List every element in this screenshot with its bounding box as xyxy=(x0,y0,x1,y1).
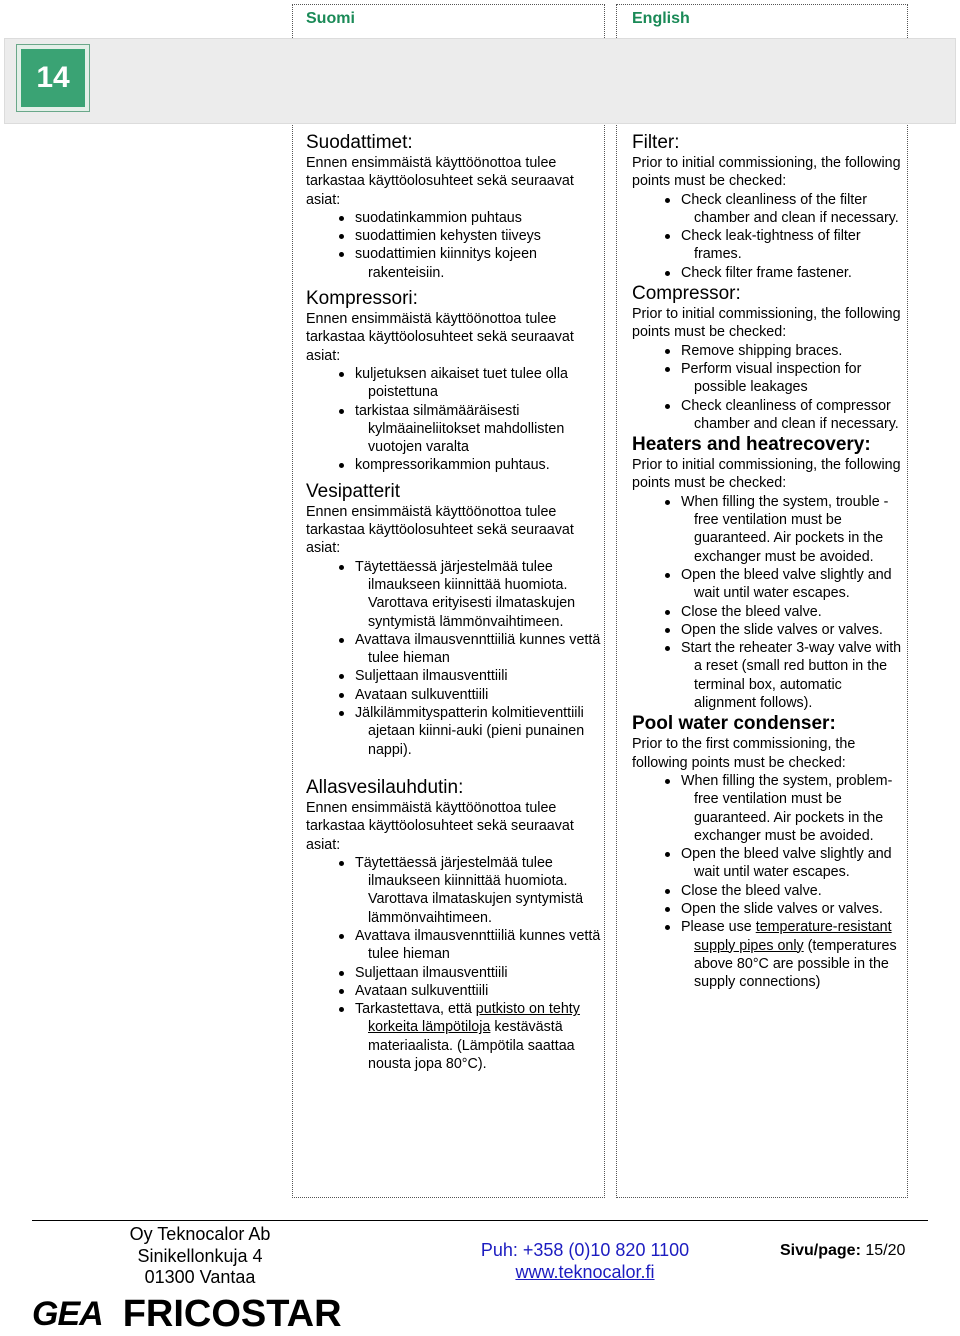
language-label-english: English xyxy=(632,10,690,27)
checklist xyxy=(306,558,601,759)
footer-divider xyxy=(32,1220,928,1221)
underlined-text: putkisto on tehty korkeita lämpötiloja xyxy=(368,1001,580,1036)
street-address: Sinikellonkuja 4 xyxy=(137,1245,263,1266)
list-item: suodatinkammion puhtaus xyxy=(306,209,601,227)
list-item: kuljetuksen aikaiset tuet tulee olla poistettuna xyxy=(306,365,601,402)
page-label: Sivu/page: xyxy=(780,1242,861,1259)
section-vesipatterit xyxy=(306,481,601,759)
checklist xyxy=(306,854,601,1074)
list-item: Jälkilämmityspatterin kolmitieventtiili ajetaan kiinni-auki (pieni punainen nappi). xyxy=(306,704,601,759)
list-item xyxy=(306,1000,601,1073)
section-title: Suodattimet: xyxy=(306,132,413,153)
fricostar-logo: FRICOSTAR xyxy=(122,1292,342,1335)
section-title: Filter: xyxy=(632,132,680,153)
list-item: When filling the system, problem-free ventilation must be guaranteed. Air pockets in the exchanger must be avoided. xyxy=(632,772,906,845)
section-title: Kompressori: xyxy=(306,288,418,310)
list-item: Check cleanliness of compressor chamber and clean if necessary. xyxy=(632,397,906,434)
list-item: Check leak-tightness of filter frames. xyxy=(632,227,906,264)
checklist xyxy=(632,191,906,282)
list-item: When filling the system, trouble -free ventilation must be guaranteed. Air pockets in the exchanger must be avoided. xyxy=(632,493,906,566)
chapter-number: 14 xyxy=(21,49,85,107)
list-item: suodattimien kiinnitys kojeen rakenteisiin. xyxy=(306,245,601,282)
list-item: Täytettäessä järjestelmää tulee ilmaukseen kiinnittää huomiota. Varottava ilmataskujen syntymistä lämmönvaihtimeen. xyxy=(306,854,601,927)
list-item: Close the bleed valve. xyxy=(632,882,906,900)
list-item: suodattimien kehysten tiiveys xyxy=(306,227,601,245)
underlined-text: temperature-resistant supply pipes only xyxy=(694,919,892,954)
page-indicator xyxy=(780,1242,905,1260)
checklist xyxy=(632,772,906,992)
list-item: Perform visual inspection for possible leakages xyxy=(632,360,906,397)
website-link[interactable]: www.teknocalor.fi xyxy=(515,1261,655,1282)
section-allasvesilauhdutin xyxy=(306,777,601,1073)
list-item: Avataan sulkuventtiili xyxy=(306,686,601,704)
section-intro: Ennen ensimmäistä käyttöönottoa tulee tarkastaa käyttöolosuhteet sekä seuraavat asiat: xyxy=(306,311,574,364)
list-item: Open the slide valves or valves. xyxy=(632,900,906,918)
finnish-content xyxy=(306,132,601,1074)
checklist xyxy=(306,209,601,282)
list-item: Open the slide valves or valves. xyxy=(632,621,906,639)
language-label-finnish: Suomi xyxy=(306,10,355,27)
list-item: Suljettaan ilmausventtiili xyxy=(306,667,601,685)
list-item: Remove shipping braces. xyxy=(632,342,906,360)
list-item: Avataan sulkuventtiili xyxy=(306,982,601,1000)
list-item: tarkistaa silmämääräisesti kylmäaineliitokset mahdollisten vuotojen varalta xyxy=(306,402,601,457)
gea-logo: GEA xyxy=(32,1294,103,1333)
checklist xyxy=(632,342,906,433)
list-item: Avattava ilmausvennttiiliä kunnes vettä tulee hieman xyxy=(306,927,601,964)
item-text: Tarkastettava, että xyxy=(355,1001,476,1018)
header-bar xyxy=(4,38,956,124)
city: 01300 Vantaa xyxy=(144,1267,256,1287)
section-intro: Ennen ensimmäistä käyttöönottoa tulee tarkastaa käyttöolosuhteet sekä seuraavat asiat: xyxy=(306,503,574,557)
list-item: Täytettäessä järjestelmää tulee ilmaukseen kiinnittää huomiota. Varottava erityisesti ilmataskujen syntymistä lämmönvaihtimeen. xyxy=(306,558,601,631)
gea-fricostar-logo xyxy=(32,1294,342,1334)
list-item xyxy=(632,918,906,991)
section-intro: Prior to initial commissioning, the following points must be checked: xyxy=(632,155,901,190)
item-text: kestävästä materiaalista. (Lämpötila saattaa nousta jopa 80°C). xyxy=(368,1019,575,1073)
section-title: Allasvesilauhdutin: xyxy=(306,776,464,798)
section-title: Heaters and heatrecovery: xyxy=(632,434,871,456)
company-address xyxy=(110,1224,290,1289)
section-filter xyxy=(632,132,906,282)
section-intro: Prior to initial commissioning, the following points must be checked: xyxy=(632,306,901,341)
section-intro: Prior to initial commissioning, the following points must be checked: xyxy=(632,457,901,492)
section-title xyxy=(632,713,906,735)
section-intro: Prior to the first commissioning, the following points must be checked: xyxy=(632,736,856,771)
section-intro: Ennen ensimmäistä käyttöönottoa tulee tarkastaa käyttöolosuhteet sekä seuraavat asiat: xyxy=(306,799,574,853)
section-title: Vesipatterit xyxy=(306,480,400,502)
checklist xyxy=(306,365,601,475)
list-item: Suljettaan ilmausventtiili xyxy=(306,964,601,982)
chapter-number-box xyxy=(16,44,90,112)
english-content xyxy=(632,132,906,992)
contact-info xyxy=(470,1240,700,1283)
item-text: Please use xyxy=(681,919,756,936)
page-value: 15/20 xyxy=(860,1242,906,1259)
list-item: Open the bleed valve slightly and wait until water escapes. xyxy=(632,845,906,882)
section-suodattimet xyxy=(306,132,601,282)
list-item: Check filter frame fastener. xyxy=(632,264,906,282)
section-intro: Ennen ensimmäistä käyttöönottoa tulee tarkastaa käyttöolosuhteet sekä seuraavat asiat: xyxy=(306,155,574,208)
checklist xyxy=(632,493,906,713)
list-item: Avattava ilmausvennttiiliä kunnes vettä tulee hieman xyxy=(306,631,601,668)
section-title: Compressor: xyxy=(632,283,741,305)
list-item: Open the bleed valve slightly and wait until water escapes. xyxy=(632,566,906,603)
list-item: Start the reheater 3-way valve with a reset (small red button in the terminal box, automatic alignment follows). xyxy=(632,639,906,712)
title-colon: : xyxy=(829,713,836,735)
title-text: Pool water condenser xyxy=(632,713,830,735)
section-compressor xyxy=(632,283,906,433)
list-item: kompressorikammion puhtaus. xyxy=(306,456,601,474)
company-name: Oy Teknocalor Ab xyxy=(129,1224,271,1244)
section-heaters xyxy=(632,434,906,712)
section-pool-water-condenser xyxy=(632,713,906,991)
list-item: Close the bleed valve. xyxy=(632,603,906,621)
item-text: (temperatures above 80°C are possible in the supply connections) xyxy=(694,937,897,991)
phone: Puh: +358 (0)10 820 1100 xyxy=(480,1240,690,1260)
list-item: Check cleanliness of the filter chamber and clean if necessary. xyxy=(632,191,906,228)
section-kompressori xyxy=(306,288,601,475)
